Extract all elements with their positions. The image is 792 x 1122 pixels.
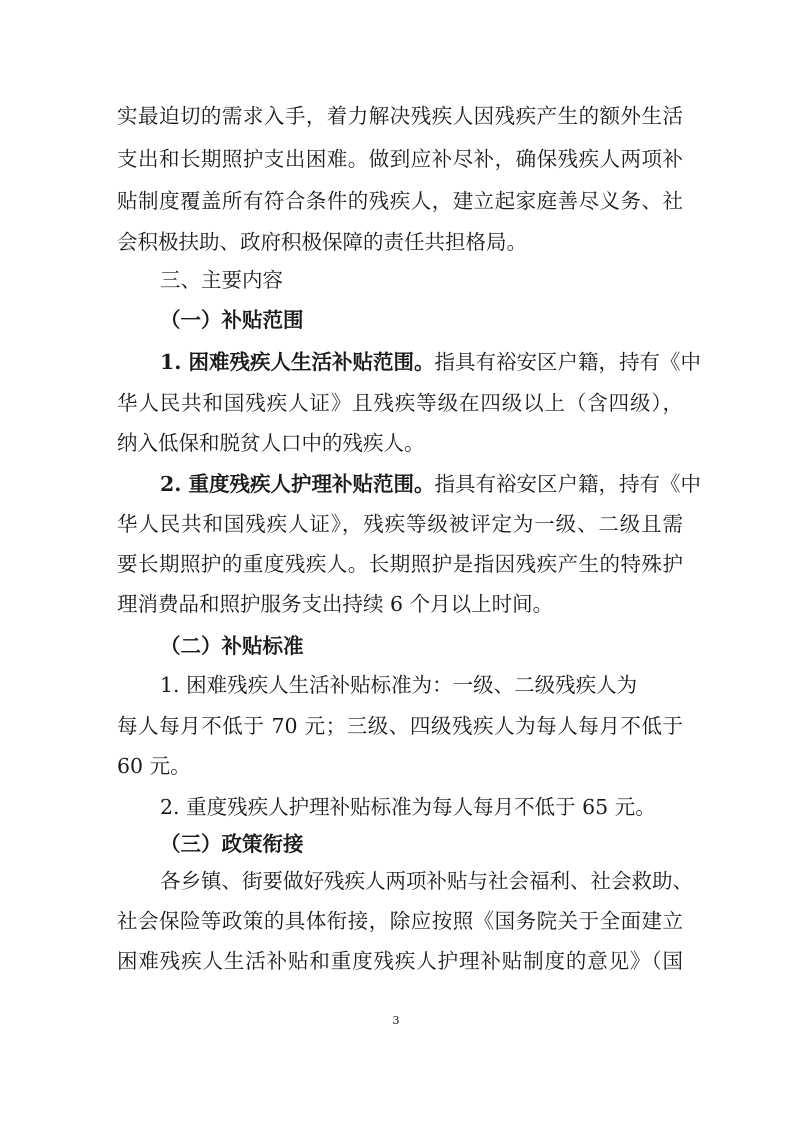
standard-1-line-2: 每人每月不低于 70 元；三级、四级残疾人为每人每月不低于 <box>117 714 683 738</box>
standard-2-line-1: 2. 重度残疾人护理补贴标准为每人每月不低于 65 元。 <box>160 795 656 819</box>
intro-line-1: 实最迫切的需求入手，着力解决残疾人因残疾产生的额外生活 <box>117 104 683 128</box>
scope-1-line-3: 纳入低保和脱贫人口中的残疾人。 <box>117 431 425 455</box>
standard-1-line-3: 60 元。 <box>117 754 191 778</box>
scope-1-lead: 1. 困难残疾人生活补贴范围。 <box>160 350 435 374</box>
policy-line-1: 各乡镇、街要做好残疾人两项补贴与社会福利、社会救助、 <box>160 869 693 893</box>
intro-line-4: 会积极扶助、政府积极保障的责任共担格局。 <box>117 230 527 254</box>
subheading-subsidy-scope: （一）补贴范围 <box>160 308 304 332</box>
policy-line-2: 社会保险等政策的具体衔接，除应按照《国务院关于全面建立 <box>117 909 683 933</box>
scope-2-first-line <box>160 470 702 498</box>
scope-1-first-line <box>160 348 702 376</box>
scope-1-line-2: 华人民共和国残疾人证》且残疾等级在四级以上（含四级）， <box>117 391 683 415</box>
scope-2-line-3: 要长期照护的重度残疾人。长期照护是指因残疾产生的特殊护 <box>117 552 683 576</box>
scope-2-line-1-rest: 指具有裕安区户籍，持有《中 <box>434 472 702 496</box>
scope-1-line-1-rest: 指具有裕安区户籍，持有《中 <box>434 350 702 374</box>
scope-2-line-2: 华人民共和国残疾人证》，残疾等级被评定为一级、二级且需 <box>117 512 683 536</box>
intro-line-3: 贴制度覆盖所有符合条件的残疾人，建立起家庭善尽义务、社 <box>117 189 683 213</box>
standard-1-line-1: 1. 困难残疾人生活补贴标准为：一级、二级残疾人为 <box>160 673 638 697</box>
section-heading-main-content: 三、主要内容 <box>160 268 283 292</box>
intro-line-2: 支出和长期照护支出困难。做到应补尽补，确保残疾人两项补 <box>117 147 683 171</box>
page-number: 3 <box>392 1014 400 1027</box>
scope-2-lead: 2. 重度残疾人护理补贴范围。 <box>160 472 435 496</box>
scope-2-line-4: 理消费品和照护服务支出持续 6 个月以上时间。 <box>117 592 554 616</box>
subheading-subsidy-standard: （二）补贴标准 <box>160 634 304 658</box>
subheading-policy-link: （三）政策衔接 <box>160 832 304 856</box>
policy-line-3: 困难残疾人生活补贴和重度残疾人护理补贴制度的意见》（国 <box>117 949 683 973</box>
